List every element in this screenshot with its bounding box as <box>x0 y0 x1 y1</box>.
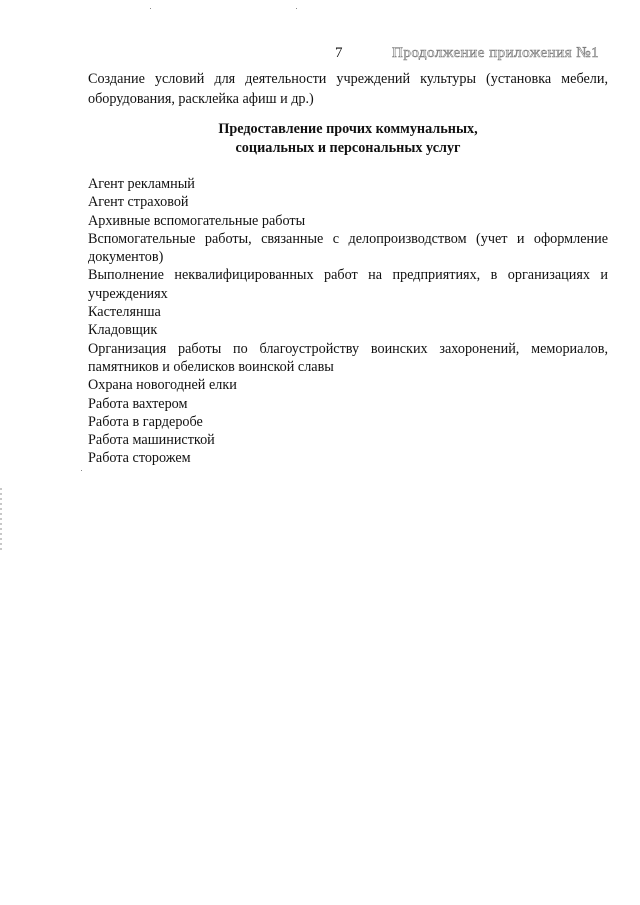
page-number: 7 <box>335 45 343 61</box>
list-item: Выполнение неквалифицированных работ на предприятиях, в организациях и учреждениях <box>88 267 608 302</box>
list-item: Работа сторожем <box>88 450 191 467</box>
list-item: Кладовщик <box>88 322 158 339</box>
list-item: Агент рекламный <box>88 176 195 192</box>
list-item: Охрана новогодней елки <box>88 377 237 394</box>
scan-edge-mark <box>0 488 2 550</box>
list-item: Организация работы по благоустройству воинских захоронений, мемориалов, памятников и обелисков воинской славы <box>88 340 608 375</box>
intro-paragraph: Создание условий для деятельности учреждений культуры (установка мебели, оборудования, расклейка афиш и др.) <box>88 71 608 107</box>
list-item: Архивные вспомогательные работы <box>88 212 306 229</box>
list-item: Агент страховой <box>88 194 189 211</box>
scan-speck <box>81 470 82 471</box>
section-heading-line: Предоставление прочих коммунальных, <box>218 121 478 137</box>
list-item: Вспомогательные работы, связанные с делопроизводством (учет и оформление документов) <box>88 230 608 266</box>
appendix-continuation-label: Продолжение приложения №1 <box>392 45 600 61</box>
list-item: Работа вахтером <box>88 395 188 412</box>
list-item: Работа машинисткой <box>88 432 215 449</box>
section-heading <box>88 120 608 158</box>
list-item: Кастелянша <box>88 304 161 321</box>
list-item: Работа в гардеробе <box>88 413 203 430</box>
section-heading-line: социальных и персональных услуг <box>235 140 461 156</box>
scan-speck <box>150 8 151 9</box>
scan-speck <box>296 8 297 9</box>
services-list <box>88 175 608 468</box>
